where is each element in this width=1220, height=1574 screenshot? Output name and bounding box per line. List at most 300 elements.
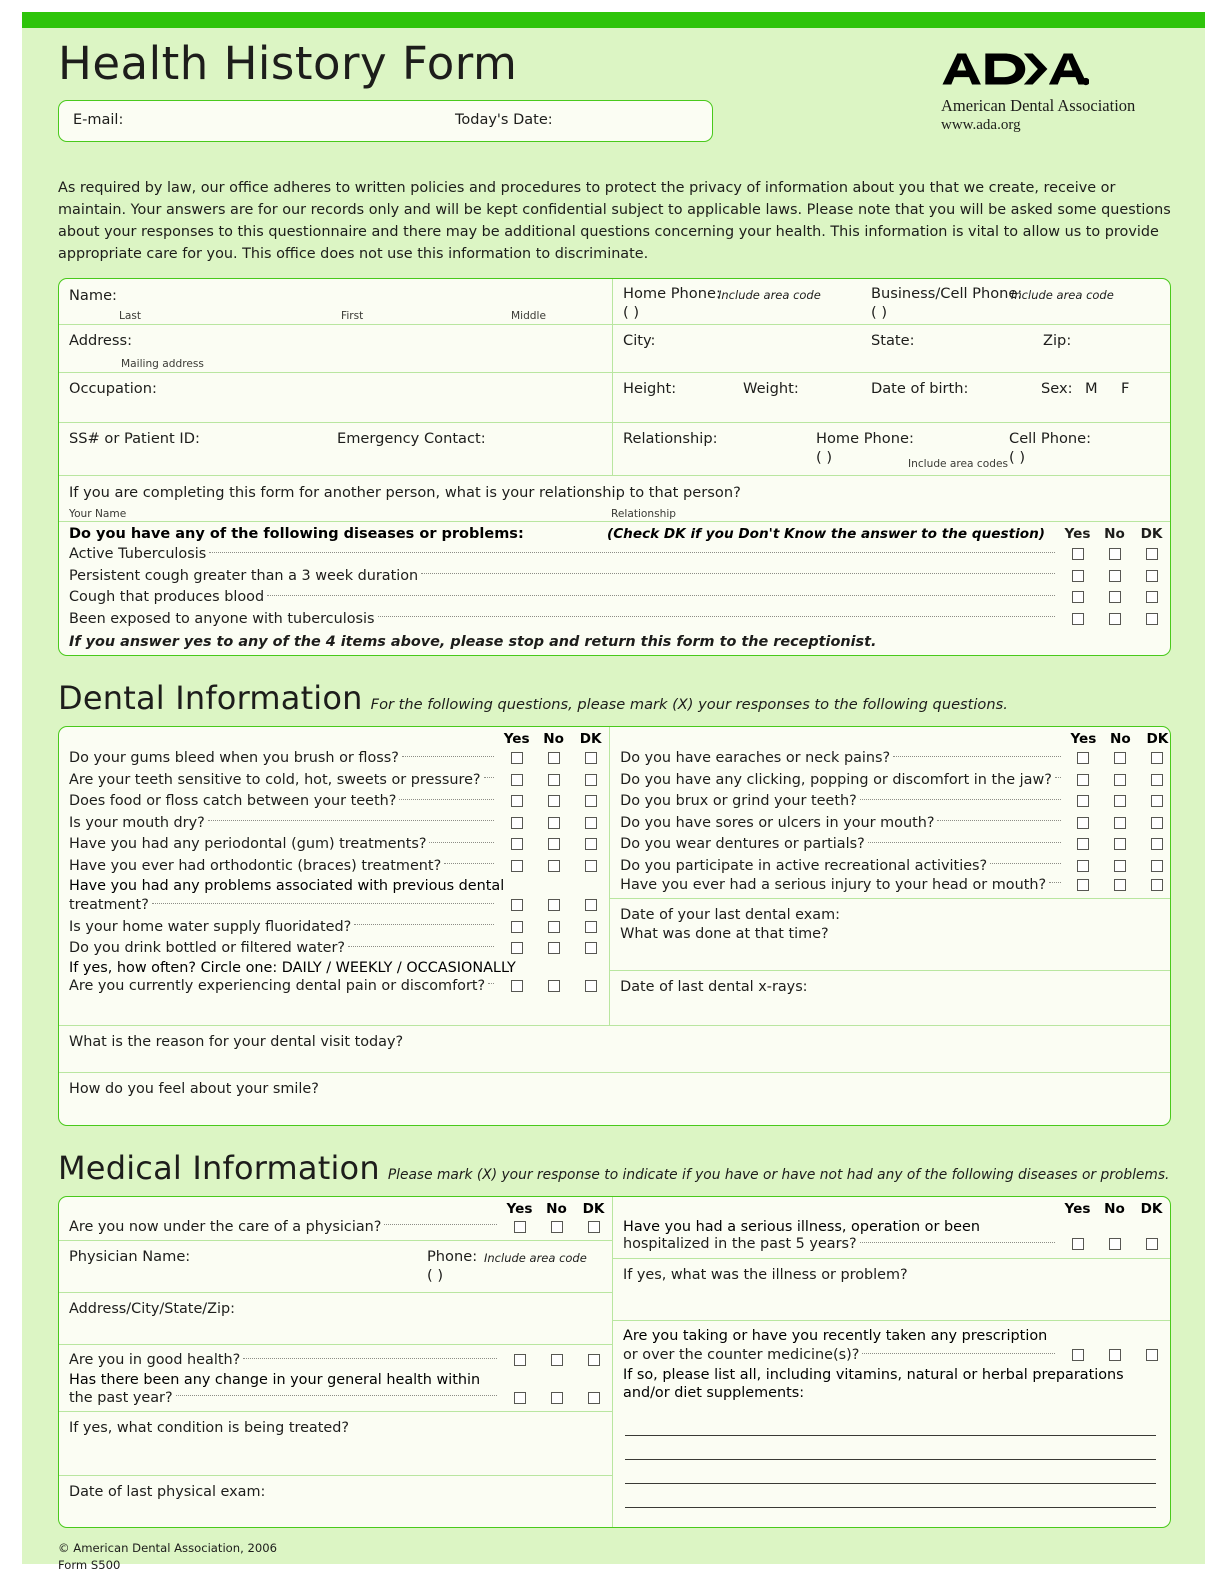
yes-checkbox-cell[interactable] xyxy=(498,774,535,786)
dental-subheading-text: For the following questions, please mark (X) your responses to the following questions. xyxy=(370,695,1008,713)
tb-header-row xyxy=(59,522,1170,544)
no-checkbox[interactable] xyxy=(548,774,560,786)
no-checkbox[interactable] xyxy=(1109,591,1121,603)
yes-checkbox-cell[interactable] xyxy=(1059,1238,1096,1250)
no-checkbox-cell[interactable] xyxy=(535,921,572,933)
no-checkbox[interactable] xyxy=(1109,613,1121,625)
no-checkbox[interactable] xyxy=(1109,570,1121,582)
dk-checkbox[interactable] xyxy=(585,752,597,764)
tb-answer-boxes xyxy=(1059,613,1170,625)
leader-dots xyxy=(1049,882,1061,883)
no-checkbox-cell[interactable] xyxy=(1102,860,1139,872)
no-checkbox[interactable] xyxy=(548,980,560,992)
no-checkbox[interactable] xyxy=(548,838,560,850)
yes-checkbox[interactable] xyxy=(514,1354,526,1366)
dental-visit-reason-label: What is the reason for your dental visit today? xyxy=(69,1034,404,1051)
include-area-codes-hint: Include area codes xyxy=(908,457,1008,470)
dk-checkbox-cell[interactable] xyxy=(1139,817,1171,829)
yes-checkbox-cell[interactable] xyxy=(498,980,535,992)
leader-dots xyxy=(354,924,494,925)
yes-checkbox-cell[interactable] xyxy=(501,1392,538,1404)
yes-checkbox[interactable] xyxy=(1077,774,1089,786)
dk-checkbox[interactable] xyxy=(588,1354,600,1366)
medical-answer-boxes xyxy=(1059,1238,1170,1250)
dk-checkbox[interactable] xyxy=(1151,879,1163,891)
dk-checkbox-cell[interactable] xyxy=(572,980,609,992)
no-checkbox-cell[interactable] xyxy=(535,795,572,807)
dental-answer-boxes xyxy=(1065,860,1171,872)
yes-checkbox-cell[interactable] xyxy=(1059,548,1096,560)
last-dental-exam-row[interactable] xyxy=(610,898,1171,970)
dental-question-row[interactable] xyxy=(59,791,609,813)
dental-visit-reason-row[interactable] xyxy=(59,1025,1170,1072)
patient-row-occupation xyxy=(59,373,1170,423)
no-checkbox-cell[interactable] xyxy=(1096,1238,1133,1250)
last-physical-exam-row[interactable] xyxy=(59,1475,612,1527)
yes-checkbox[interactable] xyxy=(1072,1349,1084,1361)
leader-dots xyxy=(860,1242,1055,1243)
dk-checkbox[interactable] xyxy=(585,899,597,911)
yes-checkbox[interactable] xyxy=(514,1392,526,1404)
dk-checkbox-cell[interactable] xyxy=(572,860,609,872)
dental-question-row[interactable] xyxy=(610,834,1171,856)
dental-question-label: Is your home water supply fluoridated? xyxy=(69,918,352,935)
yes-checkbox-cell[interactable] xyxy=(498,899,535,911)
emergency-relationship-label: Relationship: xyxy=(623,429,718,447)
yes-checkbox[interactable] xyxy=(1077,752,1089,764)
dk-checkbox-cell[interactable] xyxy=(572,838,609,850)
state-label: State: xyxy=(871,331,915,349)
dental-right-col-no: No xyxy=(1110,730,1131,747)
dk-checkbox[interactable] xyxy=(585,921,597,933)
dk-checkbox-cell[interactable] xyxy=(572,817,609,829)
physician-address-label: Address/City/State/Zip: xyxy=(69,1300,235,1317)
no-checkbox-cell[interactable] xyxy=(535,942,572,954)
no-checkbox-cell[interactable] xyxy=(538,1221,575,1233)
dental-question-label: Are your teeth sensitive to cold, hot, sweets or pressure? xyxy=(69,771,481,788)
yes-checkbox[interactable] xyxy=(1072,570,1084,582)
business-phone-hint: Include area code xyxy=(1011,287,1114,302)
dental-question-row[interactable] xyxy=(59,916,609,938)
dental-question-row[interactable] xyxy=(59,977,609,999)
yes-checkbox-cell[interactable] xyxy=(1059,570,1096,582)
dk-checkbox[interactable] xyxy=(1146,1238,1158,1250)
yes-checkbox[interactable] xyxy=(1077,817,1089,829)
dk-checkbox-cell[interactable] xyxy=(1133,591,1170,603)
dental-question-row[interactable] xyxy=(59,895,609,917)
medical-question-row[interactable] xyxy=(59,1389,612,1411)
yes-checkbox-cell[interactable] xyxy=(1059,613,1096,625)
dental-question-row[interactable] xyxy=(59,769,609,791)
yes-checkbox-cell[interactable] xyxy=(498,795,535,807)
dental-answer-boxes xyxy=(1065,795,1171,807)
no-checkbox-cell[interactable] xyxy=(535,817,572,829)
dental-question-row[interactable] xyxy=(610,812,1171,834)
tb-col-dk: DK xyxy=(1140,525,1163,542)
dental-question-label: Do you drink bottled or filtered water? xyxy=(69,940,345,957)
no-checkbox-cell[interactable] xyxy=(535,899,572,911)
no-checkbox[interactable] xyxy=(548,795,560,807)
dk-checkbox-cell[interactable] xyxy=(575,1221,612,1233)
yes-checkbox[interactable] xyxy=(1077,879,1089,891)
no-checkbox-cell[interactable] xyxy=(1096,1349,1133,1361)
last-dental-xray-label: Date of last dental x-rays: xyxy=(620,979,808,996)
dk-checkbox-cell[interactable] xyxy=(1133,613,1170,625)
no-checkbox[interactable] xyxy=(1114,879,1126,891)
medical-question-label: the past year? xyxy=(69,1389,173,1406)
medical-right-col-headers xyxy=(613,1197,1170,1218)
no-checkbox[interactable] xyxy=(551,1221,563,1233)
yes-checkbox-cell[interactable] xyxy=(498,838,535,850)
dk-checkbox-cell[interactable] xyxy=(575,1354,612,1366)
name-cell[interactable] xyxy=(59,279,612,324)
no-checkbox[interactable] xyxy=(1114,774,1126,786)
no-checkbox[interactable] xyxy=(1114,795,1126,807)
yes-checkbox[interactable] xyxy=(1077,795,1089,807)
dk-checkbox-cell[interactable] xyxy=(1139,860,1171,872)
no-checkbox[interactable] xyxy=(1109,1238,1121,1250)
no-checkbox-cell[interactable] xyxy=(1102,774,1139,786)
health-change-question-line1: Has there been any change in your general health within xyxy=(69,1372,481,1389)
yes-checkbox[interactable] xyxy=(511,752,523,764)
home-phone-paren: ( ) xyxy=(623,303,640,321)
write-line[interactable] xyxy=(625,1412,1156,1436)
no-checkbox[interactable] xyxy=(1109,548,1121,560)
leader-dots xyxy=(444,863,494,864)
medical-question-row[interactable] xyxy=(613,1236,1170,1258)
physician-name-row[interactable] xyxy=(59,1240,612,1292)
dk-checkbox[interactable] xyxy=(585,860,597,872)
home-phone-hint: Include area code xyxy=(718,287,821,302)
no-checkbox-cell[interactable] xyxy=(535,838,572,850)
leader-dots xyxy=(208,820,494,821)
dental-heading-text: Dental Information xyxy=(58,678,363,717)
leader-dots xyxy=(860,799,1061,800)
ada-branding xyxy=(941,52,1171,134)
dk-checkbox-cell[interactable] xyxy=(1139,795,1171,807)
business-phone-label: Business/Cell Phone: xyxy=(871,284,1023,302)
dk-checkbox-cell[interactable] xyxy=(1133,1349,1170,1361)
dk-checkbox-cell[interactable] xyxy=(1133,570,1170,582)
dk-checkbox-cell[interactable] xyxy=(1139,838,1171,850)
yes-checkbox-cell[interactable] xyxy=(498,817,535,829)
medical-question-label: or over the counter medicine(s)? xyxy=(623,1347,860,1364)
dk-checkbox[interactable] xyxy=(588,1221,600,1233)
address-label: Address: xyxy=(69,331,133,349)
name-first-sublabel: First xyxy=(341,309,364,322)
dk-checkbox[interactable] xyxy=(1146,591,1158,603)
dental-question-row[interactable] xyxy=(59,855,609,877)
dk-checkbox-cell[interactable] xyxy=(572,774,609,786)
no-checkbox[interactable] xyxy=(551,1392,563,1404)
dental-question-row[interactable] xyxy=(59,938,609,960)
dental-circle-one-instruction[interactable]: If yes, how often? Circle one: DAILY / WEEKLY / OCCASIONALLY xyxy=(69,960,516,977)
dental-question-label: Do you wear dentures or partials? xyxy=(620,836,865,853)
ss-emergency-cell[interactable] xyxy=(59,423,612,475)
dental-left-col-yes: Yes xyxy=(503,730,530,747)
sex-male-option[interactable]: M xyxy=(1085,379,1098,397)
no-checkbox-cell[interactable] xyxy=(535,752,572,764)
yes-checkbox-cell[interactable] xyxy=(1065,817,1102,829)
no-checkbox-cell[interactable] xyxy=(535,860,572,872)
yes-checkbox[interactable] xyxy=(1072,1238,1084,1250)
dk-checkbox-cell[interactable] xyxy=(572,942,609,954)
patient-row-emergency xyxy=(59,423,1170,476)
tb-question-label: Been exposed to anyone with tuberculosis xyxy=(69,610,375,627)
tb-question-row[interactable] xyxy=(59,565,1170,587)
dk-checkbox-cell[interactable] xyxy=(575,1392,612,1404)
dk-checkbox[interactable] xyxy=(585,980,597,992)
no-checkbox-cell[interactable] xyxy=(1102,795,1139,807)
tb-answer-boxes xyxy=(1059,570,1170,582)
no-checkbox[interactable] xyxy=(1114,752,1126,764)
dk-checkbox[interactable] xyxy=(1151,774,1163,786)
yes-checkbox[interactable] xyxy=(511,817,523,829)
serious-illness-question-line1: Have you had a serious illness, operation or been xyxy=(623,1219,980,1236)
form-page xyxy=(22,12,1205,1572)
business-phone-paren: ( ) xyxy=(871,303,888,321)
yes-checkbox-cell[interactable] xyxy=(498,942,535,954)
no-checkbox-cell[interactable] xyxy=(538,1392,575,1404)
dental-right-col-yes: Yes xyxy=(1070,730,1097,747)
yes-checkbox-cell[interactable] xyxy=(501,1221,538,1233)
dk-checkbox[interactable] xyxy=(1146,548,1158,560)
leader-dots xyxy=(399,799,494,800)
dk-checkbox-cell[interactable] xyxy=(1139,774,1171,786)
yes-checkbox[interactable] xyxy=(511,860,523,872)
name-label: Name: xyxy=(69,286,117,304)
medical-left-col-yes: Yes xyxy=(506,1201,533,1218)
leader-dots xyxy=(209,552,1055,553)
yes-checkbox[interactable] xyxy=(514,1221,526,1233)
tb-question-row[interactable] xyxy=(59,587,1170,609)
dental-question-label: Does food or floss catch between your teeth? xyxy=(69,793,397,810)
no-checkbox[interactable] xyxy=(548,899,560,911)
medical-answer-boxes xyxy=(501,1221,612,1233)
no-checkbox-cell[interactable] xyxy=(1096,613,1133,625)
yes-checkbox-cell[interactable] xyxy=(1065,752,1102,764)
dk-checkbox[interactable] xyxy=(588,1392,600,1404)
illness-problem-row[interactable] xyxy=(613,1258,1170,1320)
name-middle-sublabel: Middle xyxy=(511,309,546,322)
patient-info-panel xyxy=(58,278,1171,656)
form-header xyxy=(58,38,1171,158)
dk-checkbox[interactable] xyxy=(1151,795,1163,807)
yes-checkbox[interactable] xyxy=(1072,591,1084,603)
patient-row-address xyxy=(59,325,1170,373)
yes-checkbox-cell[interactable] xyxy=(1065,879,1102,891)
dk-checkbox[interactable] xyxy=(1151,838,1163,850)
ss-patient-id-label: SS# or Patient ID: xyxy=(69,429,200,447)
no-checkbox-cell[interactable] xyxy=(535,774,572,786)
height-label: Height: xyxy=(623,379,677,397)
no-checkbox-cell[interactable] xyxy=(1102,879,1139,891)
sex-female-option[interactable]: F xyxy=(1121,379,1130,397)
no-checkbox[interactable] xyxy=(1114,838,1126,850)
dk-checkbox[interactable] xyxy=(585,795,597,807)
dk-checkbox[interactable] xyxy=(585,942,597,954)
last-dental-xray-row[interactable] xyxy=(610,970,1171,1025)
medical-subheading-text: Please mark (X) your response to indicate if you have or have not had any of the following diseases or problems. xyxy=(387,1167,1170,1184)
medication-write-lines[interactable] xyxy=(613,1402,1170,1516)
smile-feeling-row[interactable] xyxy=(59,1072,1170,1125)
another-person-row[interactable] xyxy=(59,476,1170,522)
emergency-home-phone-paren: ( ) xyxy=(816,448,833,466)
write-line[interactable] xyxy=(625,1484,1156,1508)
dental-question-row[interactable] xyxy=(610,877,1171,899)
dk-checkbox[interactable] xyxy=(585,838,597,850)
patient-row-name xyxy=(59,279,1170,325)
leader-dots xyxy=(484,777,495,778)
city-label: City: xyxy=(623,331,656,349)
dk-checkbox[interactable] xyxy=(1151,860,1163,872)
dental-right-col-dk: DK xyxy=(1146,730,1169,747)
dental-question-label: Have you ever had a serious injury to your head or mouth? xyxy=(620,876,1047,893)
dk-checkbox[interactable] xyxy=(1151,752,1163,764)
tb-heading: Do you have any of the following diseases or problems: xyxy=(69,525,524,542)
dental-question-label: Do you have any clicking, popping or discomfort in the jaw? xyxy=(620,771,1052,788)
no-checkbox-cell[interactable] xyxy=(1102,817,1139,829)
yes-checkbox-cell[interactable] xyxy=(1065,795,1102,807)
no-checkbox-cell[interactable] xyxy=(1096,570,1133,582)
tb-question-row[interactable] xyxy=(59,544,1170,566)
email-label: E-mail: xyxy=(73,111,124,128)
no-checkbox-cell[interactable] xyxy=(1102,838,1139,850)
yes-checkbox-cell[interactable] xyxy=(1059,591,1096,603)
no-checkbox[interactable] xyxy=(548,860,560,872)
occupation-cell[interactable] xyxy=(59,373,612,422)
dk-checkbox-cell[interactable] xyxy=(1139,879,1171,891)
yes-checkbox[interactable] xyxy=(511,899,523,911)
no-checkbox[interactable] xyxy=(551,1354,563,1366)
no-checkbox[interactable] xyxy=(1109,1349,1121,1361)
no-checkbox-cell[interactable] xyxy=(1102,752,1139,764)
dental-question-label: Do you have earaches or neck pains? xyxy=(620,750,891,767)
condition-treated-label: If yes, what condition is being treated? xyxy=(69,1419,350,1436)
dental-answer-boxes xyxy=(1065,817,1171,829)
leader-dots xyxy=(348,946,494,947)
yes-checkbox-cell[interactable] xyxy=(1065,838,1102,850)
tb-question-label: Persistent cough greater than a 3 week duration xyxy=(69,567,419,584)
yes-checkbox[interactable] xyxy=(511,838,523,850)
yes-checkbox-cell[interactable] xyxy=(1059,1349,1096,1361)
yes-checkbox[interactable] xyxy=(511,774,523,786)
prescription-question-line1: Are you taking or have you recently taken any prescription xyxy=(623,1327,1048,1344)
no-checkbox-cell[interactable] xyxy=(538,1354,575,1366)
dk-checkbox[interactable] xyxy=(1146,570,1158,582)
dk-checkbox[interactable] xyxy=(1151,817,1163,829)
medical-left-column xyxy=(59,1197,612,1527)
address-sublabel: Mailing address xyxy=(121,357,204,370)
leader-dots xyxy=(990,863,1061,864)
dental-question-row[interactable] xyxy=(59,834,609,856)
dental-left-col-dk: DK xyxy=(579,730,602,747)
no-checkbox[interactable] xyxy=(1114,817,1126,829)
medical-question-label: hospitalized in the past 5 years? xyxy=(623,1236,857,1253)
dk-checkbox[interactable] xyxy=(1146,1349,1158,1361)
dk-checkbox-cell[interactable] xyxy=(572,921,609,933)
physician-phone-label: Phone: xyxy=(427,1247,478,1265)
dk-checkbox-cell[interactable] xyxy=(572,899,609,911)
dental-question-row[interactable] xyxy=(610,769,1171,791)
address-cell[interactable] xyxy=(59,325,612,372)
dental-question-row[interactable] xyxy=(610,791,1171,813)
tb-question-row[interactable] xyxy=(59,608,1170,630)
phones-cell[interactable] xyxy=(612,279,1170,324)
medical-answer-boxes xyxy=(501,1354,612,1366)
email-date-box[interactable] xyxy=(58,100,713,142)
condition-treated-row[interactable] xyxy=(59,1411,612,1475)
no-checkbox[interactable] xyxy=(548,921,560,933)
dk-checkbox-cell[interactable] xyxy=(572,795,609,807)
form-number-text: Form S500 xyxy=(58,1557,121,1572)
emergency-phones-cell[interactable] xyxy=(612,423,1170,475)
yes-checkbox[interactable] xyxy=(1077,860,1089,872)
no-checkbox[interactable] xyxy=(548,817,560,829)
dental-question-label: Do you have sores or ulcers in your mouth? xyxy=(620,814,935,831)
no-checkbox-cell[interactable] xyxy=(1096,548,1133,560)
dental-answer-boxes xyxy=(498,752,609,764)
dk-checkbox[interactable] xyxy=(585,817,597,829)
yes-checkbox[interactable] xyxy=(511,795,523,807)
no-checkbox[interactable] xyxy=(548,752,560,764)
yes-checkbox-cell[interactable] xyxy=(498,921,535,933)
dk-checkbox-cell[interactable] xyxy=(1133,548,1170,560)
yes-checkbox-cell[interactable] xyxy=(501,1354,538,1366)
no-checkbox[interactable] xyxy=(548,942,560,954)
yes-checkbox[interactable] xyxy=(511,921,523,933)
medical-left-col-headers xyxy=(59,1197,612,1218)
medical-question-row[interactable] xyxy=(59,1350,612,1372)
medical-question-row[interactable] xyxy=(59,1218,612,1240)
physician-phone-paren: ( ) xyxy=(427,1266,444,1284)
dental-question-row[interactable] xyxy=(59,748,609,770)
dental-answer-boxes xyxy=(1065,752,1171,764)
yes-checkbox[interactable] xyxy=(1072,613,1084,625)
dental-question-row[interactable] xyxy=(610,748,1171,770)
dental-question-row[interactable] xyxy=(610,855,1171,877)
write-line[interactable] xyxy=(625,1436,1156,1460)
no-checkbox-cell[interactable] xyxy=(535,980,572,992)
no-checkbox[interactable] xyxy=(1114,860,1126,872)
yes-checkbox-cell[interactable] xyxy=(1065,774,1102,786)
privacy-intro-text: As required by law, our office adheres to written policies and procedures to protect the privacy of information about you that we create, receive or maintain. Your answers are for our records only and will be kept confidential subject to applicable laws. Please note that you will be asked some questions about your responses to this questionnaire and there may be additional questions concerning your health. This information is vital to allow us to provide appropriate care for you. This office does not use this information to discriminate. xyxy=(58,180,1171,262)
yes-checkbox[interactable] xyxy=(1072,548,1084,560)
yes-checkbox-cell[interactable] xyxy=(1065,860,1102,872)
dental-wrapped-question-line1: Have you had any problems associated with previous dental xyxy=(69,877,505,894)
write-line[interactable] xyxy=(625,1460,1156,1484)
yes-checkbox-cell[interactable] xyxy=(498,752,535,764)
home-phone-label: Home Phone: xyxy=(623,284,721,302)
yes-checkbox[interactable] xyxy=(1077,838,1089,850)
occupation-label: Occupation: xyxy=(69,379,157,397)
dk-checkbox-cell[interactable] xyxy=(572,752,609,764)
dk-checkbox-cell[interactable] xyxy=(1133,1238,1170,1250)
yes-checkbox[interactable] xyxy=(511,980,523,992)
yes-checkbox-cell[interactable] xyxy=(498,860,535,872)
medical-question-row[interactable] xyxy=(613,1345,1170,1367)
dk-checkbox[interactable] xyxy=(585,774,597,786)
tb-answer-boxes xyxy=(1059,591,1170,603)
city-state-zip-cell[interactable] xyxy=(612,325,1170,372)
no-checkbox-cell[interactable] xyxy=(1096,591,1133,603)
yes-checkbox[interactable] xyxy=(511,942,523,954)
physician-address-row[interactable] xyxy=(59,1292,612,1344)
dk-checkbox-cell[interactable] xyxy=(1139,752,1171,764)
dk-checkbox[interactable] xyxy=(1146,613,1158,625)
vitals-cell[interactable] xyxy=(612,373,1170,422)
dental-question-row[interactable] xyxy=(59,812,609,834)
